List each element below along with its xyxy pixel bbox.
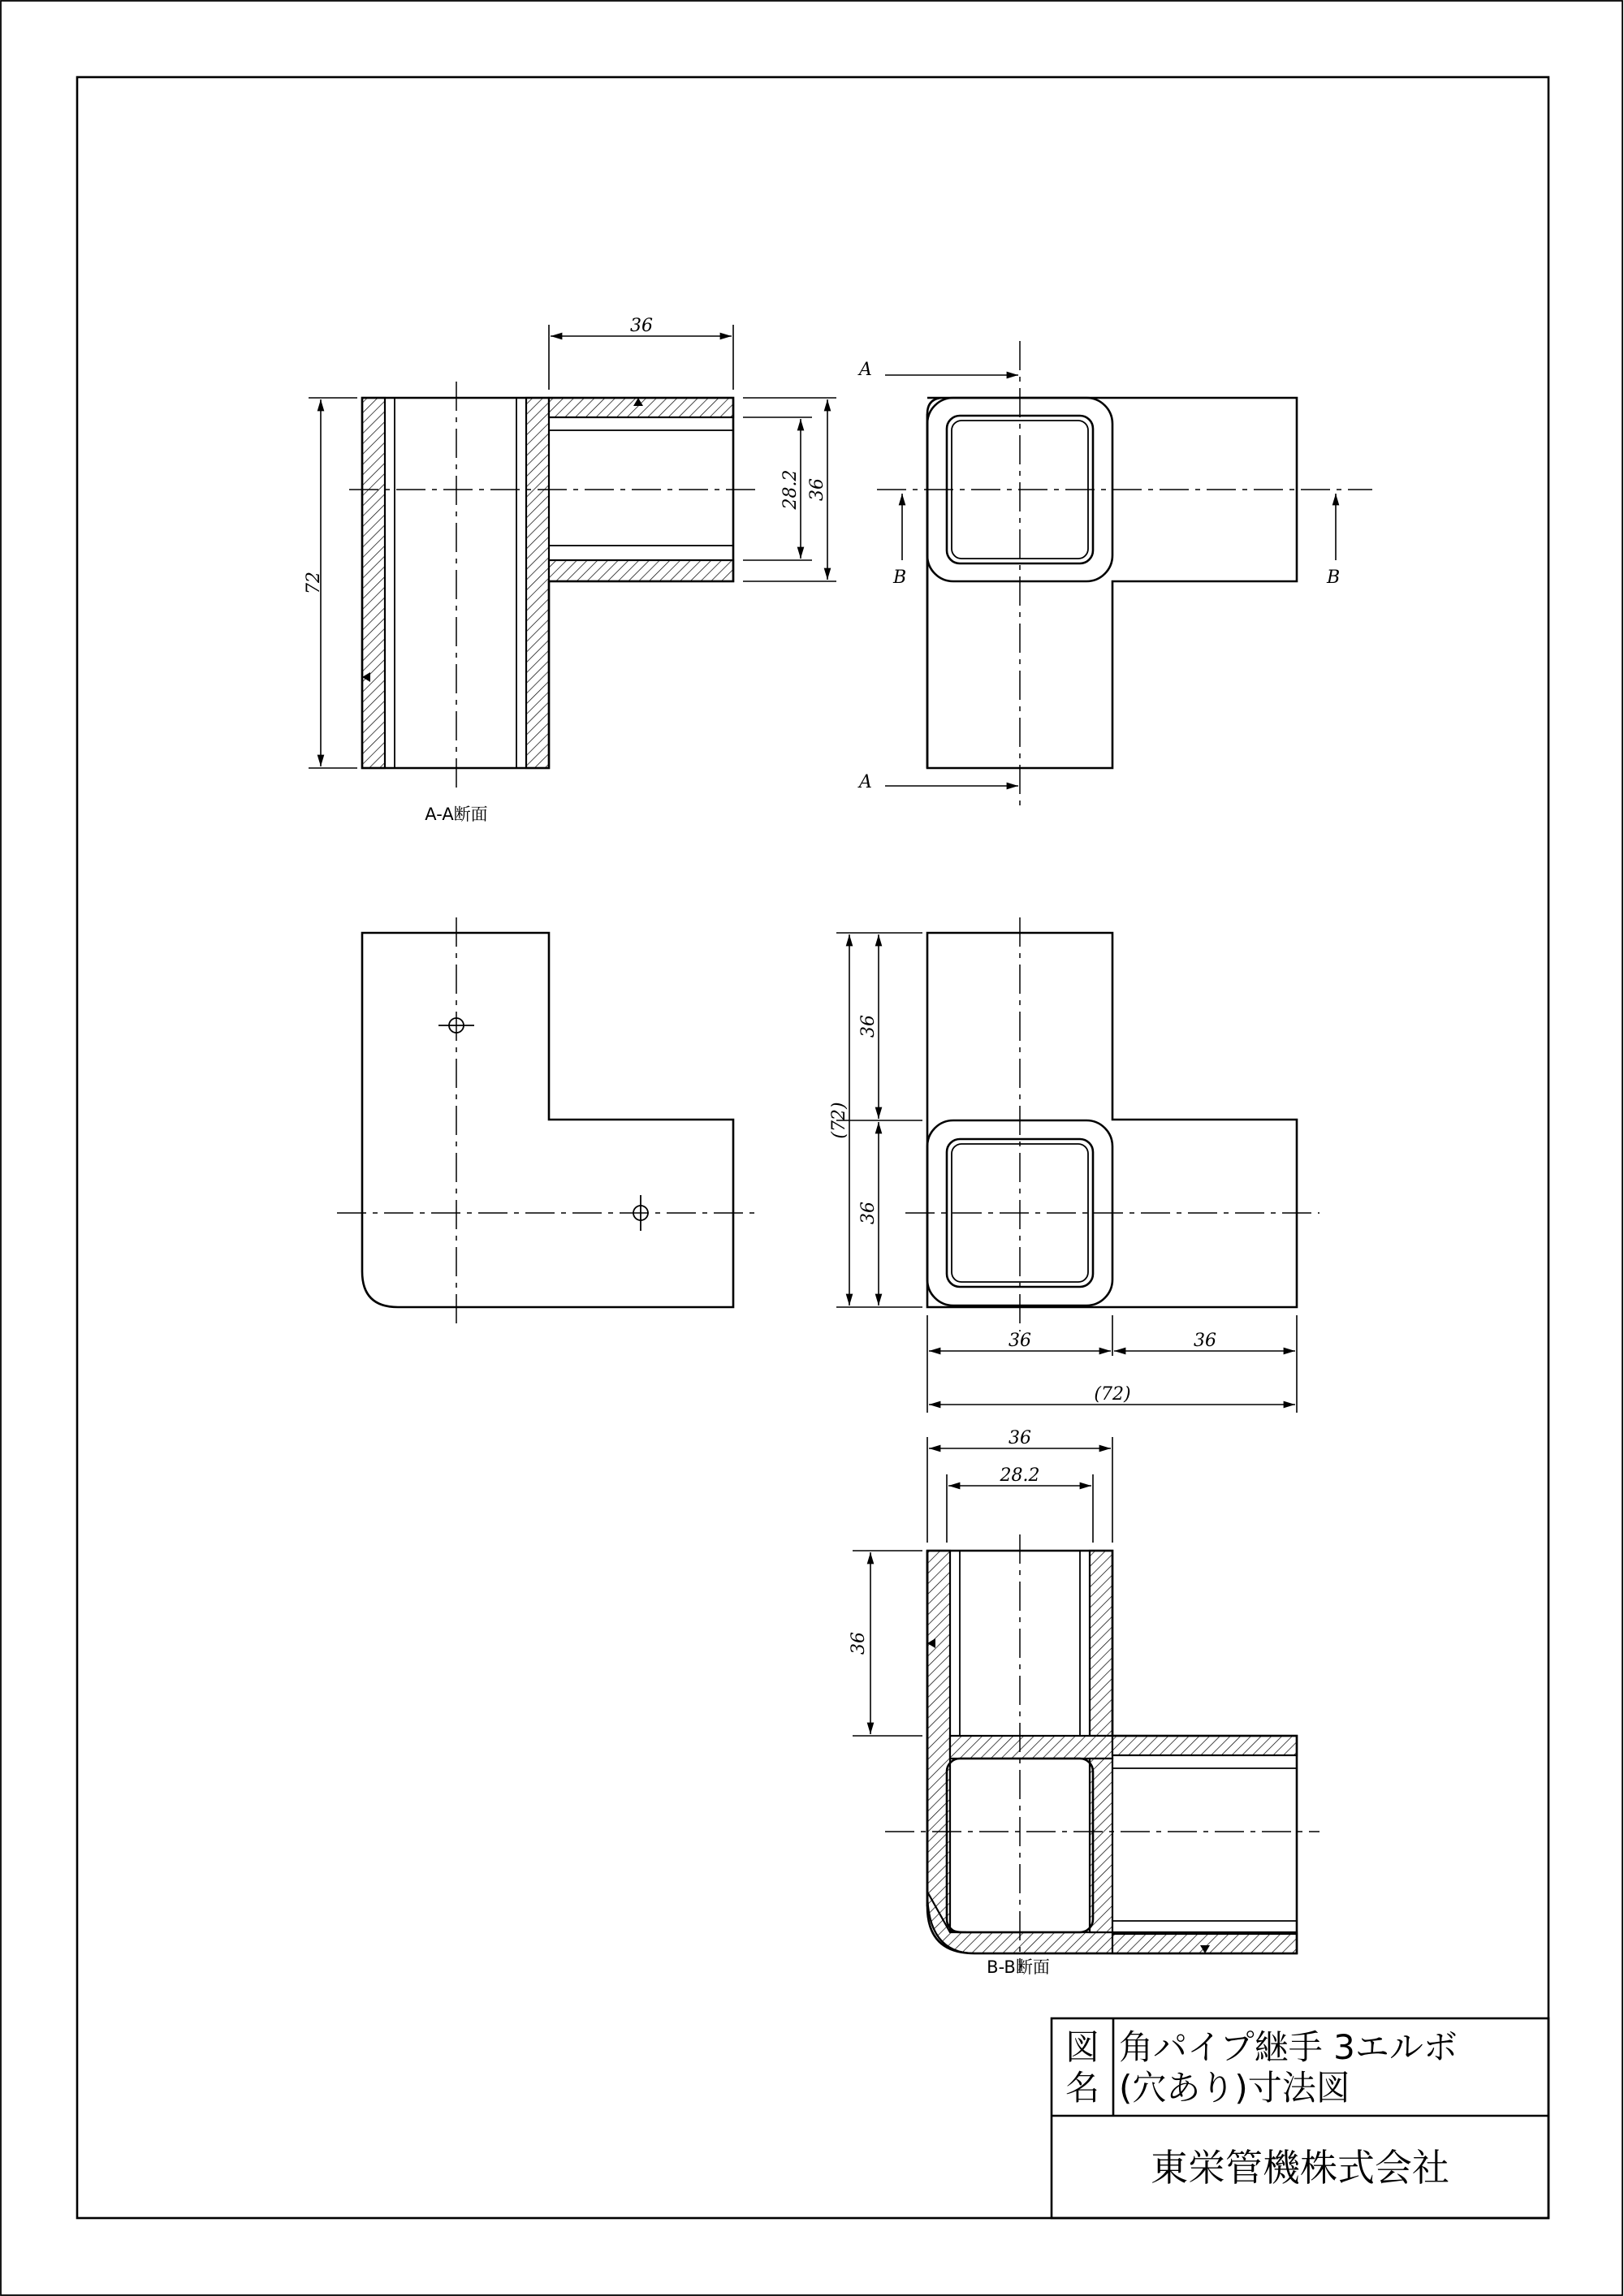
- bb-dim-36-height: 36: [849, 1632, 869, 1655]
- aa-dim-36: 36: [630, 316, 653, 336]
- section-aa-label: A-A断面: [425, 805, 488, 824]
- aa-branch-bottom-wall: [549, 560, 733, 581]
- section-aa-view: [309, 325, 836, 792]
- aa-mid-wall: [526, 398, 549, 768]
- aa-left-wall: [362, 398, 385, 768]
- aa-dim-36-outer: 36: [807, 478, 827, 501]
- front-dim-72-vertical: (72): [829, 1102, 849, 1139]
- front-dim-72-horizontal: (72): [1094, 1384, 1131, 1405]
- aa-dim-72: 72: [304, 572, 324, 594]
- bb-dim-36-width: 36: [1009, 1428, 1031, 1448]
- cut-a-bottom: A: [859, 772, 872, 792]
- front-dim-36-top: 36: [858, 1015, 879, 1038]
- title-label-zu: 図: [1065, 2027, 1100, 2067]
- sheet-edge: [1, 1, 1622, 2295]
- bb-dim-28-2: 28.2: [1000, 1465, 1040, 1486]
- aa-branch-top-wall: [549, 398, 733, 417]
- drawing-title-line-2: (穴あり)寸法図: [1119, 2068, 1350, 2108]
- top-view: [877, 341, 1372, 812]
- cut-b-right: B: [1327, 568, 1341, 588]
- cut-b-left: B: [893, 568, 907, 588]
- title-label-mei: 名: [1065, 2068, 1100, 2108]
- company-name: 東栄管機株式会社: [1151, 2146, 1449, 2190]
- section-bb-label: B-B断面: [987, 1957, 1050, 1977]
- front-dim-36-left: 36: [1009, 1331, 1031, 1351]
- aa-dim-28-2: 28.2: [780, 469, 801, 510]
- front-dim-36-bottom: 36: [858, 1202, 879, 1224]
- section-bb-view: [853, 1437, 1320, 1973]
- side-view-holes: [337, 917, 755, 1327]
- cut-a-top: A: [859, 360, 872, 380]
- front-view: [836, 917, 1320, 1413]
- front-dim-36-right: 36: [1194, 1331, 1216, 1351]
- drawing-title-line-1: 角パイプ継手 3エルボ: [1119, 2027, 1458, 2067]
